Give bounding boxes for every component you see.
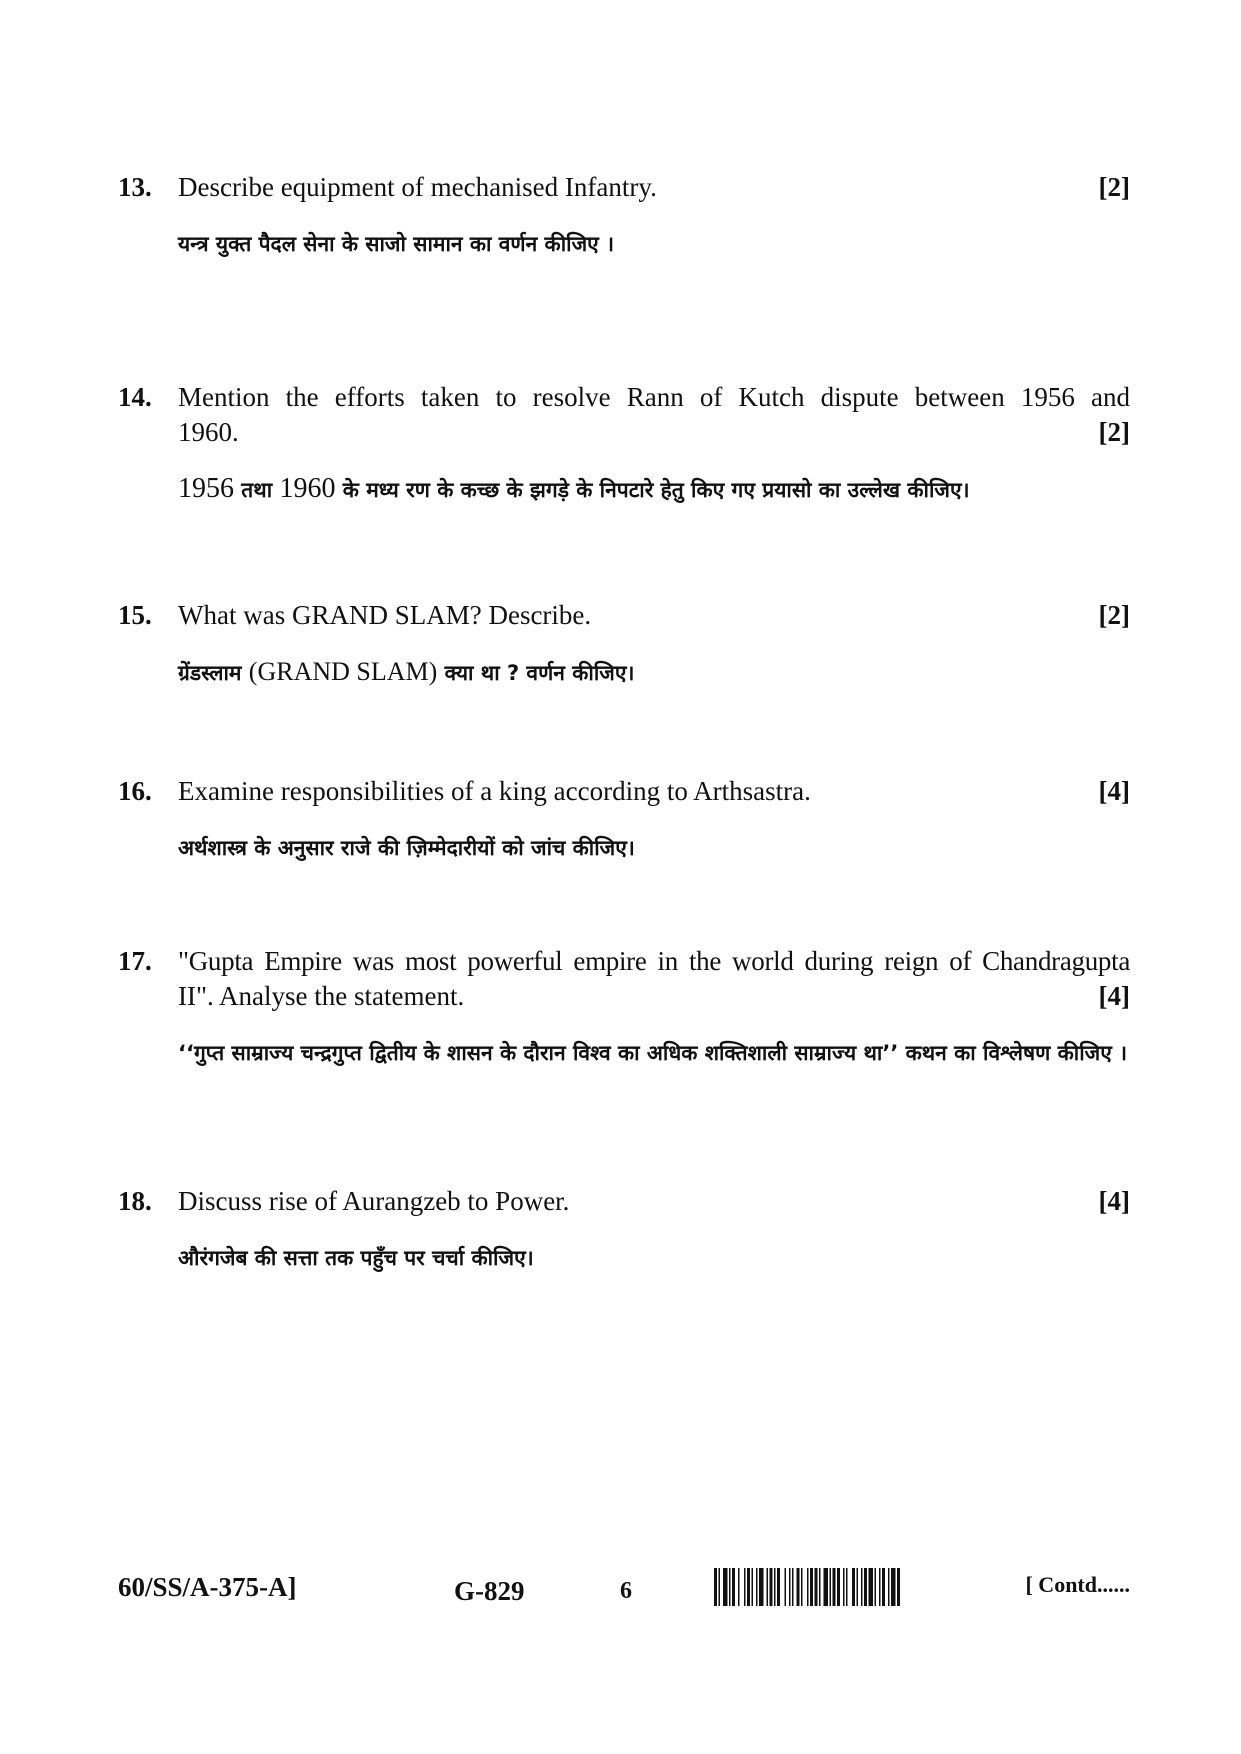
- question-hindi: औरंगजेब की सत्ता तक पहुँच पर चर्चा कीजिए।: [178, 1246, 534, 1270]
- question-text-line2: II". Analyse the statement.: [178, 981, 465, 1011]
- barcode-bar: [774, 1568, 776, 1606]
- marks: [2]: [1098, 417, 1130, 447]
- hindi-post: क्या था ? वर्णन कीजिए।: [437, 661, 635, 685]
- barcode-bar: [833, 1568, 836, 1606]
- year-1956: 1956: [178, 473, 234, 504]
- question-17: [118, 944, 1130, 1070]
- paper-code: 60/SS/A-375-A]: [118, 1572, 297, 1602]
- question-text-line1: "Gupta Empire was most powerful empire in the world during reign of Chandragupta: [178, 946, 1130, 976]
- barcode-bar: [723, 1568, 728, 1606]
- question-text-line1: Mention the efforts taken to resolve Rann of Kutch dispute between 1956 and: [178, 382, 1130, 412]
- page-footer: [118, 1568, 1130, 1608]
- barcode-bar: [797, 1568, 800, 1606]
- barcode-bar: [837, 1568, 840, 1606]
- barcode-bar: [897, 1568, 900, 1606]
- question-hindi: [118, 472, 1130, 507]
- question-number: 17.: [118, 946, 152, 976]
- question-hindi: ‘‘गुप्त साम्राज्य चन्द्रगुप्त द्वितीय के शासन के दौरान विश्व का अधिक शक्तिशाली साम्राज्य था’’ कथन का विश्लेषण कीजिए ।: [178, 1041, 1128, 1065]
- question-text: Examine responsibilities of a king according to Arthsastra.: [178, 776, 811, 806]
- barcode-bar: [792, 1568, 794, 1606]
- hindi-connector: तथा: [234, 478, 280, 502]
- question-text: What was GRAND SLAM? Describe.: [178, 600, 592, 630]
- marks: [4]: [1098, 981, 1130, 1011]
- barcode-bar: [869, 1568, 874, 1606]
- barcode-bar: [810, 1568, 813, 1606]
- barcode-bar: [732, 1568, 735, 1606]
- year-1960: 1960: [279, 473, 336, 504]
- page-number: 6: [620, 1578, 632, 1604]
- question-number: 16.: [118, 776, 152, 806]
- barcode-bar: [729, 1568, 731, 1606]
- barcode-bar: [875, 1568, 877, 1606]
- barcode-bar: [770, 1568, 773, 1606]
- barcode-bar: [888, 1568, 890, 1606]
- barcode-bar: [747, 1568, 750, 1606]
- barcode-bar: [714, 1568, 717, 1606]
- barcode-bar: [830, 1568, 832, 1606]
- marks: [4]: [1098, 776, 1130, 806]
- barcode-bar: [756, 1568, 758, 1606]
- barcode-bar: [801, 1568, 803, 1606]
- barcode-bar: [777, 1568, 780, 1606]
- barcode-bar: [719, 1568, 721, 1606]
- marks: [2]: [1098, 600, 1130, 630]
- question-number: 14.: [118, 382, 152, 412]
- barcode-bar: [815, 1568, 818, 1606]
- question-hindi: अर्थशास्त्र के अनुसार राजे की ज़िम्मेदारीयों को जांच कीजिए।: [178, 836, 635, 860]
- barcode-bar: [738, 1568, 740, 1606]
- question-18: [118, 1184, 1130, 1275]
- question-14: [118, 380, 1130, 507]
- question-text: Discuss rise of Aurangzeb to Power.: [178, 1186, 570, 1216]
- barcode-bar: [852, 1568, 855, 1606]
- barcode-icon: [714, 1568, 970, 1606]
- barcode-bar: [843, 1568, 845, 1606]
- barcode-bar: [807, 1568, 809, 1606]
- question-16: [118, 774, 1130, 865]
- question-number: 15.: [118, 600, 152, 630]
- question-hindi: यन्त्र युक्त पैदल सेना के साजो सामान का वर्णन कीजिए ।: [178, 232, 615, 256]
- marks: [2]: [1098, 172, 1130, 202]
- question-hindi: [118, 655, 1130, 690]
- barcode-bar: [752, 1568, 754, 1606]
- question-text-line2: 1960.: [178, 417, 239, 447]
- barcode-bar: [744, 1568, 746, 1606]
- barcode-bar: [785, 1568, 787, 1606]
- barcode-bar: [857, 1568, 859, 1606]
- barcode-bar: [891, 1568, 896, 1606]
- barcode-bar: [789, 1568, 791, 1606]
- hindi-rest: के मध्य रण के कच्छ के झगड़े के निपटारे हेतु किए गए प्रयासो का उल्लेख कीजिए।: [335, 478, 970, 502]
- question-number: 13.: [118, 172, 152, 202]
- barcode-bar: [864, 1568, 867, 1606]
- hindi-pre: ग्रेंडस्लाम: [178, 661, 249, 685]
- barcode-bar: [819, 1568, 821, 1606]
- series-code: G-829: [454, 1576, 525, 1606]
- barcode-bar: [759, 1568, 764, 1606]
- continued-label: [ Contd......: [1025, 1572, 1130, 1597]
- question-15: [118, 598, 1130, 690]
- barcode-bar: [861, 1568, 863, 1606]
- question-number: 18.: [118, 1186, 152, 1216]
- barcode-bar: [824, 1568, 829, 1606]
- barcode-bar: [879, 1568, 881, 1606]
- barcode-bar: [882, 1568, 885, 1606]
- hindi-english-term: (GRAND SLAM): [248, 657, 438, 686]
- marks: [4]: [1098, 1186, 1130, 1216]
- question-text: Describe equipment of mechanised Infantry.: [178, 172, 657, 202]
- barcode-bar: [767, 1568, 769, 1606]
- question-13: [118, 170, 1130, 261]
- barcode-bar: [846, 1568, 848, 1606]
